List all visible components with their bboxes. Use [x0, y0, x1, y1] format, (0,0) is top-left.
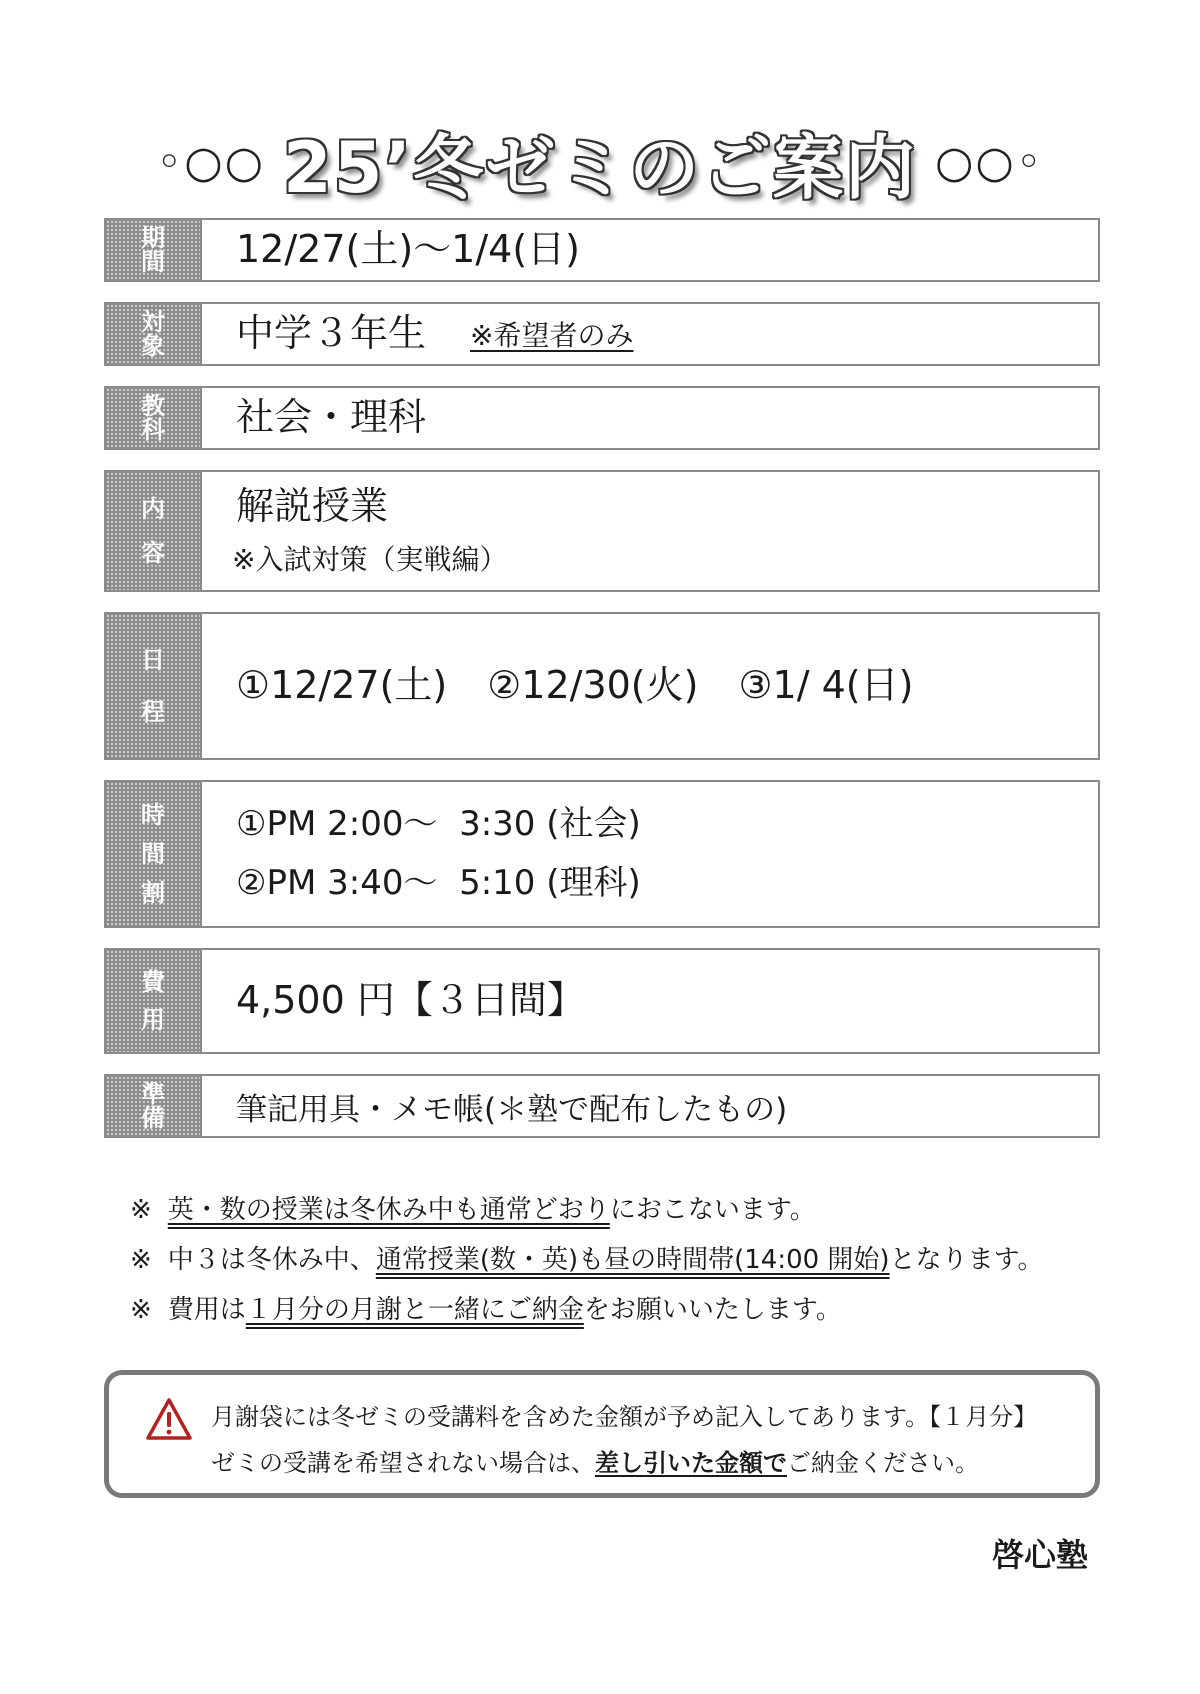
row-subject: [104, 386, 1100, 450]
warning-icon: [145, 1397, 193, 1441]
target-note: ※希望者のみ: [470, 319, 634, 352]
row-label: 日 程: [106, 614, 202, 758]
prep-value: 筆記用具・メモ帳(＊塾で配布したもの): [236, 1091, 788, 1128]
subject-value: 社会・理科: [236, 395, 427, 440]
content-value: 解説授業: [236, 484, 389, 529]
page-title: [0, 112, 1200, 212]
title-text: 25’冬ゼミのご案内: [282, 126, 917, 209]
notes-list: [130, 1185, 1044, 1335]
target-value: 中学３年生: [236, 311, 427, 356]
note-item: ※ 費用は １月分の月謝と一緒にご納金 をお願いいたします。: [130, 1295, 842, 1325]
timetable-line-2: ②PM 3:40～ 5:10 (理科): [236, 863, 641, 903]
row-label: 期 間: [106, 220, 202, 280]
school-signature: 啓心塾: [991, 1536, 1088, 1574]
row-period: [104, 218, 1100, 282]
row-label: 準 備: [106, 1076, 202, 1136]
fee-value: 4,500 円【３日間】: [236, 978, 585, 1023]
row-fee: [104, 948, 1100, 1054]
row-target: [104, 302, 1100, 366]
notice-emphasis: 差し引いた金額で: [595, 1449, 787, 1477]
row-schedule: [104, 612, 1100, 760]
note-item: ※ 中３は冬休み中、 通常授業(数・英)も昼の時間帯(14:00 開始) となります。: [130, 1245, 1044, 1275]
row-label: 費 用: [106, 950, 202, 1052]
row-content: [104, 470, 1100, 592]
title-decoration-left: ◦○○: [156, 136, 265, 188]
title-decoration-right: ○○◦: [935, 136, 1044, 188]
row-label: 対 象: [106, 304, 202, 364]
row-timetable: [104, 780, 1100, 928]
content-sub: ※入試対策（実戦編）: [232, 542, 508, 576]
timetable-line-1: ①PM 2:00～ 3:30 (社会): [236, 804, 641, 845]
notice-box: [104, 1370, 1100, 1498]
row-label: 時 間 割: [106, 782, 202, 926]
notice-line-2: ゼミの受講を希望されない場合は、差し引いた金額でご納金ください。: [211, 1449, 979, 1477]
schedule-date-1: ①12/27(土): [236, 663, 448, 708]
row-label: 教 科: [106, 388, 202, 448]
note-item: ※ 英・数の授業は冬休み中も通常どおり におこないます。: [130, 1195, 816, 1225]
schedule-date-3: ③1/ 4(日): [738, 663, 914, 708]
period-value: 12/27(土)～1/4(日): [236, 227, 580, 272]
notice-line-1: 月謝袋には冬ゼミの受講料を含めた金額が予め記入してあります。【１月分】: [211, 1403, 1038, 1431]
row-prep: [104, 1074, 1100, 1138]
schedule-date-2: ②12/30(火): [487, 663, 699, 708]
row-label: 内 容: [106, 472, 202, 590]
